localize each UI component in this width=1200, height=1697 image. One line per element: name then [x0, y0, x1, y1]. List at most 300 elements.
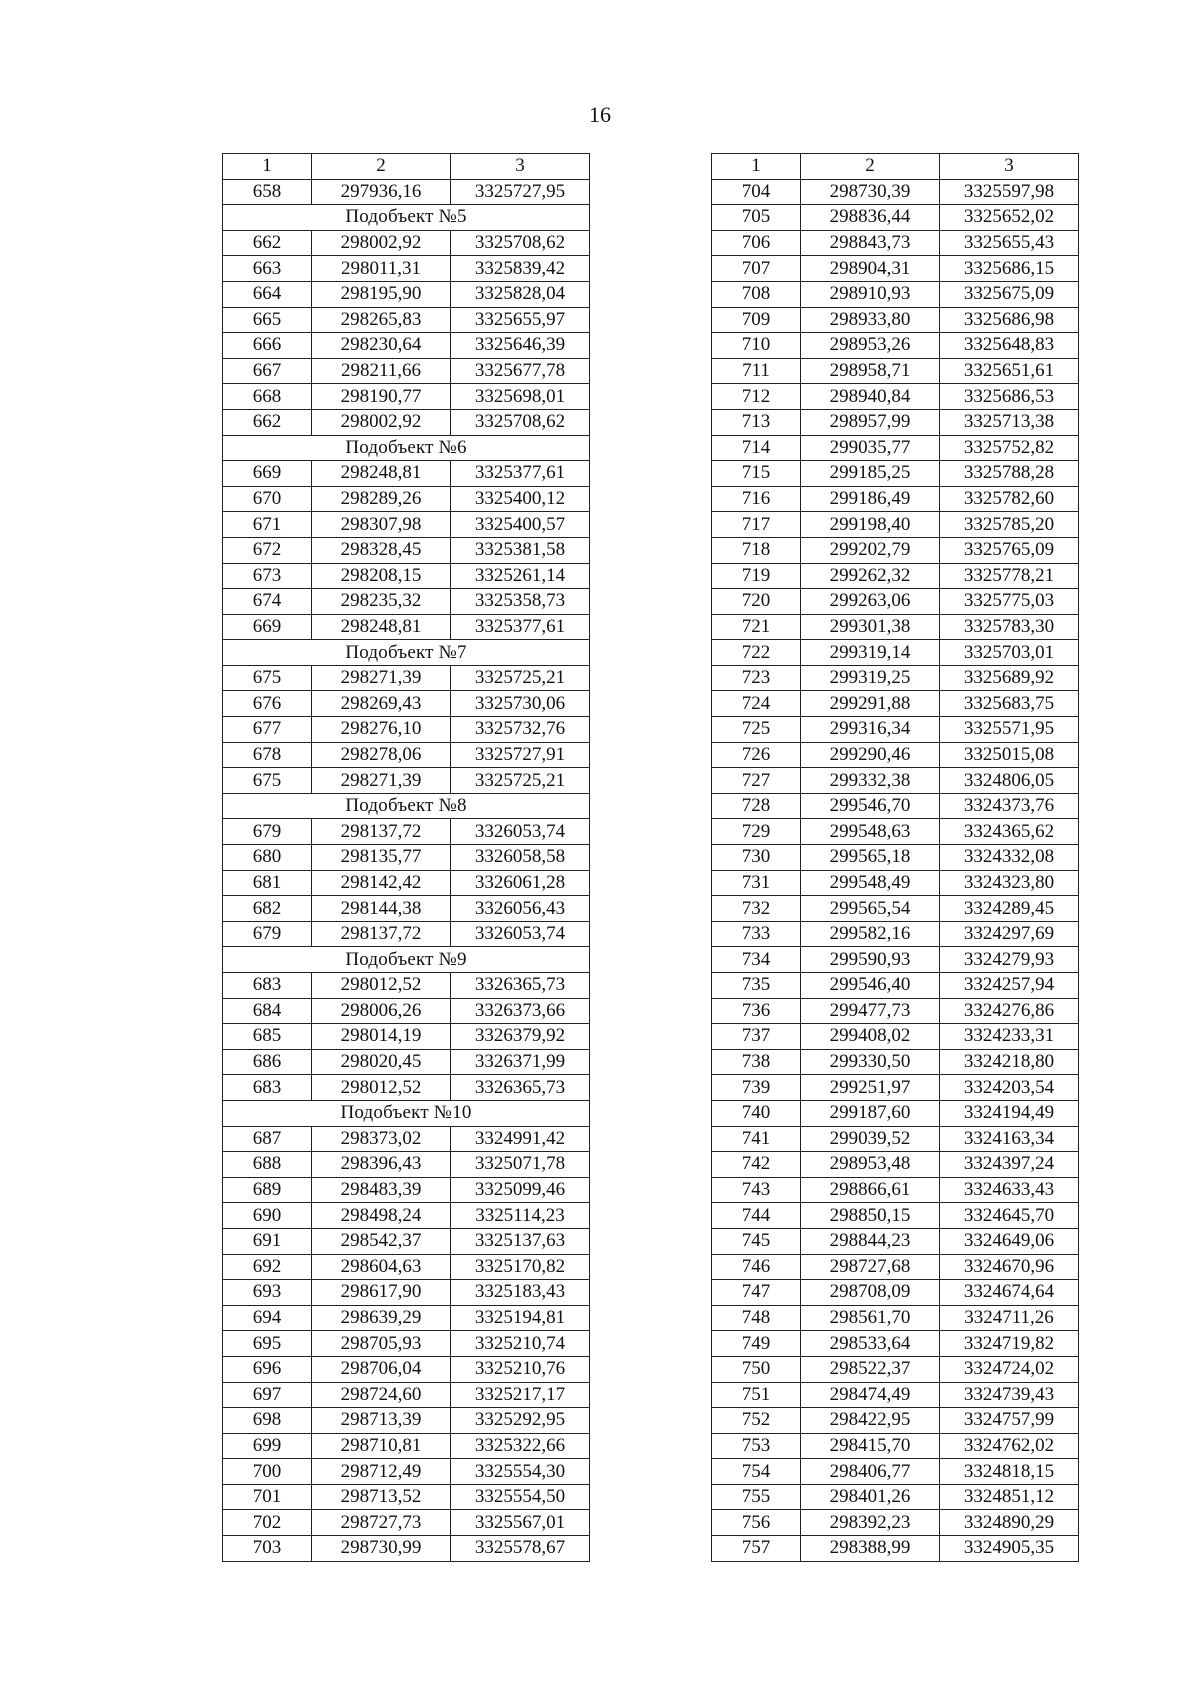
- x-coordinate-cell: 298843,73: [801, 230, 940, 256]
- point-number-cell: 692: [223, 1254, 312, 1280]
- section-title: Подобъект №5: [223, 205, 590, 231]
- table-row: [712, 1152, 1079, 1178]
- table-row: [223, 1484, 590, 1510]
- y-coordinate-cell: 3325651,61: [940, 358, 1079, 384]
- table-row: [712, 998, 1079, 1024]
- y-coordinate-cell: 3326053,74: [451, 921, 590, 947]
- x-coordinate-cell: 298415,70: [801, 1433, 940, 1459]
- y-coordinate-cell: 3325071,78: [451, 1152, 590, 1178]
- y-coordinate-cell: 3325554,50: [451, 1484, 590, 1510]
- y-coordinate-cell: 3324633,43: [940, 1177, 1079, 1203]
- point-number-cell: 754: [712, 1459, 801, 1485]
- x-coordinate-cell: 298011,31: [312, 256, 451, 282]
- table-row: [712, 845, 1079, 871]
- section-title: Подобъект №9: [223, 947, 590, 973]
- point-number-cell: 717: [712, 512, 801, 538]
- table-row: [712, 256, 1079, 282]
- y-coordinate-cell: 3324218,80: [940, 1049, 1079, 1075]
- x-coordinate-cell: 299301,38: [801, 614, 940, 640]
- table-row: [712, 384, 1079, 410]
- x-coordinate-cell: 298617,90: [312, 1280, 451, 1306]
- table-row: [712, 640, 1079, 666]
- x-coordinate-cell: 298392,23: [801, 1510, 940, 1536]
- y-coordinate-cell: 3325730,06: [451, 691, 590, 717]
- table-row: [223, 512, 590, 538]
- y-coordinate-cell: 3326061,28: [451, 870, 590, 896]
- y-coordinate-cell: 3326053,74: [451, 819, 590, 845]
- table-row: [223, 896, 590, 922]
- point-number-cell: 674: [223, 589, 312, 615]
- x-coordinate-cell: 298137,72: [312, 921, 451, 947]
- x-coordinate-cell: 298639,29: [312, 1305, 451, 1331]
- table-row: [223, 1356, 590, 1382]
- x-coordinate-cell: 298953,48: [801, 1152, 940, 1178]
- point-number-cell: 746: [712, 1254, 801, 1280]
- y-coordinate-cell: 3325828,04: [451, 281, 590, 307]
- x-coordinate-cell: 298012,52: [312, 1075, 451, 1101]
- y-coordinate-cell: 3325732,76: [451, 717, 590, 743]
- table-row: [712, 230, 1079, 256]
- table-row: [712, 537, 1079, 563]
- table-row: [223, 1075, 590, 1101]
- y-coordinate-cell: 3325015,08: [940, 742, 1079, 768]
- y-coordinate-cell: 3324739,43: [940, 1382, 1079, 1408]
- table-row: [223, 409, 590, 435]
- x-coordinate-cell: 299202,79: [801, 537, 940, 563]
- table-row: [223, 1459, 590, 1485]
- point-number-cell: 750: [712, 1356, 801, 1382]
- x-coordinate-cell: 298953,26: [801, 333, 940, 359]
- table-row: [712, 307, 1079, 333]
- x-coordinate-cell: 298561,70: [801, 1305, 940, 1331]
- y-coordinate-cell: 3325170,82: [451, 1254, 590, 1280]
- y-coordinate-cell: 3324332,08: [940, 845, 1079, 871]
- point-number-cell: 705: [712, 205, 801, 231]
- section-row: [223, 640, 590, 666]
- y-coordinate-cell: 3325292,95: [451, 1408, 590, 1434]
- x-coordinate-cell: 299039,52: [801, 1126, 940, 1152]
- x-coordinate-cell: 299186,49: [801, 486, 940, 512]
- y-coordinate-cell: 3324719,82: [940, 1331, 1079, 1357]
- point-number-cell: 703: [223, 1536, 312, 1562]
- x-coordinate-cell: 298957,99: [801, 409, 940, 435]
- point-number-cell: 744: [712, 1203, 801, 1229]
- x-coordinate-cell: 299262,32: [801, 563, 940, 589]
- y-coordinate-cell: 3325683,75: [940, 691, 1079, 717]
- y-coordinate-cell: 3325400,12: [451, 486, 590, 512]
- point-number-cell: 753: [712, 1433, 801, 1459]
- x-coordinate-cell: 299263,06: [801, 589, 940, 615]
- x-coordinate-cell: 298713,39: [312, 1408, 451, 1434]
- section-title: Подобъект №6: [223, 435, 590, 461]
- y-coordinate-cell: 3324818,15: [940, 1459, 1079, 1485]
- y-coordinate-cell: 3325400,57: [451, 512, 590, 538]
- y-coordinate-cell: 3324297,69: [940, 921, 1079, 947]
- table-row: [223, 921, 590, 947]
- point-number-cell: 734: [712, 947, 801, 973]
- x-coordinate-cell: 299548,49: [801, 870, 940, 896]
- x-coordinate-cell: 298328,45: [312, 537, 451, 563]
- table-row: [712, 1331, 1079, 1357]
- x-coordinate-cell: 298730,99: [312, 1536, 451, 1562]
- y-coordinate-cell: 3326365,73: [451, 973, 590, 999]
- y-coordinate-cell: 3325839,42: [451, 256, 590, 282]
- y-coordinate-cell: 3324203,54: [940, 1075, 1079, 1101]
- table-row: [223, 281, 590, 307]
- table-row: [712, 768, 1079, 794]
- table-row: [223, 1024, 590, 1050]
- table-row: [223, 742, 590, 768]
- table-row: [712, 614, 1079, 640]
- y-coordinate-cell: 3325778,21: [940, 563, 1079, 589]
- y-coordinate-cell: 3325261,14: [451, 563, 590, 589]
- point-number-cell: 679: [223, 921, 312, 947]
- y-coordinate-cell: 3324323,80: [940, 870, 1079, 896]
- point-number-cell: 709: [712, 307, 801, 333]
- y-coordinate-cell: 3324233,31: [940, 1024, 1079, 1050]
- table-row: [223, 768, 590, 794]
- point-number-cell: 699: [223, 1433, 312, 1459]
- x-coordinate-cell: 298422,95: [801, 1408, 940, 1434]
- x-coordinate-cell: 298706,04: [312, 1356, 451, 1382]
- point-number-cell: 677: [223, 717, 312, 743]
- section-title: Подобъект №8: [223, 793, 590, 819]
- y-coordinate-cell: 3324276,86: [940, 998, 1079, 1024]
- point-number-cell: 735: [712, 973, 801, 999]
- x-coordinate-cell: 299582,16: [801, 921, 940, 947]
- table-row: [712, 870, 1079, 896]
- point-number-cell: 686: [223, 1049, 312, 1075]
- table-row: [223, 1536, 590, 1562]
- point-number-cell: 706: [712, 230, 801, 256]
- table-row: [223, 665, 590, 691]
- point-number-cell: 756: [712, 1510, 801, 1536]
- point-number-cell: 678: [223, 742, 312, 768]
- point-number-cell: 689: [223, 1177, 312, 1203]
- point-number-cell: 673: [223, 563, 312, 589]
- table-row: [712, 1280, 1079, 1306]
- x-coordinate-cell: 298235,32: [312, 589, 451, 615]
- y-coordinate-cell: 3324674,64: [940, 1280, 1079, 1306]
- x-coordinate-cell: 298289,26: [312, 486, 451, 512]
- point-number-cell: 733: [712, 921, 801, 947]
- x-coordinate-cell: 298020,45: [312, 1049, 451, 1075]
- y-coordinate-cell: 3325727,95: [451, 179, 590, 205]
- table-row: [223, 1177, 590, 1203]
- point-number-cell: 684: [223, 998, 312, 1024]
- table-row: [712, 896, 1079, 922]
- y-coordinate-cell: 3324163,34: [940, 1126, 1079, 1152]
- y-coordinate-cell: 3324806,05: [940, 768, 1079, 794]
- table-row: [223, 179, 590, 205]
- x-coordinate-cell: 298002,92: [312, 230, 451, 256]
- column-header: 3: [940, 154, 1079, 180]
- table-row: [712, 1254, 1079, 1280]
- x-coordinate-cell: 298373,02: [312, 1126, 451, 1152]
- table-row: [223, 1305, 590, 1331]
- y-coordinate-cell: 3324289,45: [940, 896, 1079, 922]
- x-coordinate-cell: 298724,60: [312, 1382, 451, 1408]
- x-coordinate-cell: 298248,81: [312, 614, 451, 640]
- point-number-cell: 752: [712, 1408, 801, 1434]
- x-coordinate-cell: 299251,97: [801, 1075, 940, 1101]
- x-coordinate-cell: 299590,93: [801, 947, 940, 973]
- table-row: [712, 512, 1079, 538]
- table-row: [223, 614, 590, 640]
- y-coordinate-cell: 3325725,21: [451, 768, 590, 794]
- y-coordinate-cell: 3325677,78: [451, 358, 590, 384]
- point-number-cell: 720: [712, 589, 801, 615]
- x-coordinate-cell: 298933,80: [801, 307, 940, 333]
- section-row: [223, 947, 590, 973]
- point-number-cell: 708: [712, 281, 801, 307]
- point-number-cell: 698: [223, 1408, 312, 1434]
- table-row: [223, 486, 590, 512]
- table-row: [223, 819, 590, 845]
- table-row: [223, 589, 590, 615]
- table-row: [223, 333, 590, 359]
- coordinates-table-right: [711, 153, 1079, 1562]
- y-coordinate-cell: 3325646,39: [451, 333, 590, 359]
- table-row: [712, 358, 1079, 384]
- point-number-cell: 745: [712, 1228, 801, 1254]
- x-coordinate-cell: 298850,15: [801, 1203, 940, 1229]
- table-row: [223, 1126, 590, 1152]
- y-coordinate-cell: 3325686,15: [940, 256, 1079, 282]
- point-number-cell: 747: [712, 1280, 801, 1306]
- point-number-cell: 675: [223, 665, 312, 691]
- point-number-cell: 726: [712, 742, 801, 768]
- table-row: [712, 1100, 1079, 1126]
- table-row: [712, 461, 1079, 487]
- table-row: [223, 1152, 590, 1178]
- y-coordinate-cell: 3325210,76: [451, 1356, 590, 1382]
- point-number-cell: 662: [223, 230, 312, 256]
- x-coordinate-cell: 298522,37: [801, 1356, 940, 1382]
- table-row: [712, 281, 1079, 307]
- y-coordinate-cell: 3326058,58: [451, 845, 590, 871]
- x-coordinate-cell: 298248,81: [312, 461, 451, 487]
- y-coordinate-cell: 3325675,09: [940, 281, 1079, 307]
- x-coordinate-cell: 299548,63: [801, 819, 940, 845]
- table-row: [223, 845, 590, 871]
- y-coordinate-cell: 3325578,67: [451, 1536, 590, 1562]
- x-coordinate-cell: 298144,38: [312, 896, 451, 922]
- table-row: [712, 333, 1079, 359]
- point-number-cell: 666: [223, 333, 312, 359]
- point-number-cell: 714: [712, 435, 801, 461]
- table-row: [223, 358, 590, 384]
- point-number-cell: 697: [223, 1382, 312, 1408]
- x-coordinate-cell: 298406,77: [801, 1459, 940, 1485]
- point-number-cell: 702: [223, 1510, 312, 1536]
- x-coordinate-cell: 298012,52: [312, 973, 451, 999]
- y-coordinate-cell: 3325114,23: [451, 1203, 590, 1229]
- x-coordinate-cell: 298910,93: [801, 281, 940, 307]
- y-coordinate-cell: 3325554,30: [451, 1459, 590, 1485]
- table-row: [712, 589, 1079, 615]
- y-coordinate-cell: 3325708,62: [451, 409, 590, 435]
- y-coordinate-cell: 3325708,62: [451, 230, 590, 256]
- table-row: [223, 230, 590, 256]
- x-coordinate-cell: 299316,34: [801, 717, 940, 743]
- table-row: [712, 1228, 1079, 1254]
- point-number-cell: 741: [712, 1126, 801, 1152]
- point-number-cell: 683: [223, 1075, 312, 1101]
- x-coordinate-cell: 298137,72: [312, 819, 451, 845]
- table-row: [223, 1280, 590, 1306]
- point-number-cell: 723: [712, 665, 801, 691]
- point-number-cell: 740: [712, 1100, 801, 1126]
- x-coordinate-cell: 299185,25: [801, 461, 940, 487]
- point-number-cell: 669: [223, 614, 312, 640]
- y-coordinate-cell: 3325698,01: [451, 384, 590, 410]
- point-number-cell: 687: [223, 1126, 312, 1152]
- y-coordinate-cell: 3324279,93: [940, 947, 1079, 973]
- y-coordinate-cell: 3325785,20: [940, 512, 1079, 538]
- x-coordinate-cell: 298230,64: [312, 333, 451, 359]
- point-number-cell: 715: [712, 461, 801, 487]
- x-coordinate-cell: 298388,99: [801, 1536, 940, 1562]
- x-coordinate-cell: 298014,19: [312, 1024, 451, 1050]
- table-row: [712, 1356, 1079, 1382]
- point-number-cell: 725: [712, 717, 801, 743]
- y-coordinate-cell: 3325183,43: [451, 1280, 590, 1306]
- header-row: [223, 154, 590, 180]
- point-number-cell: 731: [712, 870, 801, 896]
- table-row: [712, 179, 1079, 205]
- y-coordinate-cell: 3325210,74: [451, 1331, 590, 1357]
- x-coordinate-cell: 299198,40: [801, 512, 940, 538]
- point-number-cell: 755: [712, 1484, 801, 1510]
- table-row: [712, 691, 1079, 717]
- point-number-cell: 685: [223, 1024, 312, 1050]
- y-coordinate-cell: 3325765,09: [940, 537, 1079, 563]
- table-row: [223, 973, 590, 999]
- y-coordinate-cell: 3324851,12: [940, 1484, 1079, 1510]
- table-row: [712, 1408, 1079, 1434]
- table-row: [223, 1228, 590, 1254]
- y-coordinate-cell: 3325648,83: [940, 333, 1079, 359]
- y-coordinate-cell: 3324365,62: [940, 819, 1079, 845]
- x-coordinate-cell: 299319,25: [801, 665, 940, 691]
- table-row: [223, 1331, 590, 1357]
- point-number-cell: 658: [223, 179, 312, 205]
- point-number-cell: 718: [712, 537, 801, 563]
- y-coordinate-cell: 3324890,29: [940, 1510, 1079, 1536]
- x-coordinate-cell: 298866,61: [801, 1177, 940, 1203]
- y-coordinate-cell: 3324194,49: [940, 1100, 1079, 1126]
- page-number: 16: [589, 102, 611, 127]
- x-coordinate-cell: 298727,73: [312, 1510, 451, 1536]
- y-coordinate-cell: 3325782,60: [940, 486, 1079, 512]
- point-number-cell: 695: [223, 1331, 312, 1357]
- x-coordinate-cell: 298474,49: [801, 1382, 940, 1408]
- table-row: [223, 717, 590, 743]
- point-number-cell: 749: [712, 1331, 801, 1357]
- x-coordinate-cell: 298705,93: [312, 1331, 451, 1357]
- table-row: [223, 1433, 590, 1459]
- section-title: Подобъект №10: [223, 1100, 590, 1126]
- x-coordinate-cell: 298271,39: [312, 768, 451, 794]
- x-coordinate-cell: 298940,84: [801, 384, 940, 410]
- table-row: [712, 717, 1079, 743]
- y-coordinate-cell: 3325775,03: [940, 589, 1079, 615]
- x-coordinate-cell: 298002,92: [312, 409, 451, 435]
- y-coordinate-cell: 3326373,66: [451, 998, 590, 1024]
- point-number-cell: 748: [712, 1305, 801, 1331]
- x-coordinate-cell: 298135,77: [312, 845, 451, 871]
- y-coordinate-cell: 3324905,35: [940, 1536, 1079, 1562]
- table-row: [712, 563, 1079, 589]
- point-number-cell: 682: [223, 896, 312, 922]
- table-row: [712, 973, 1079, 999]
- x-coordinate-cell: 298708,09: [801, 1280, 940, 1306]
- x-coordinate-cell: 298307,98: [312, 512, 451, 538]
- point-number-cell: 700: [223, 1459, 312, 1485]
- point-number-cell: 736: [712, 998, 801, 1024]
- point-number-cell: 690: [223, 1203, 312, 1229]
- point-number-cell: 701: [223, 1484, 312, 1510]
- x-coordinate-cell: 298727,68: [801, 1254, 940, 1280]
- point-number-cell: 693: [223, 1280, 312, 1306]
- table-row: [223, 461, 590, 487]
- x-coordinate-cell: 298542,37: [312, 1228, 451, 1254]
- table-row: [223, 1408, 590, 1434]
- y-coordinate-cell: 3325655,97: [451, 307, 590, 333]
- x-coordinate-cell: 298604,63: [312, 1254, 451, 1280]
- table-row: [712, 1484, 1079, 1510]
- point-number-cell: 704: [712, 179, 801, 205]
- table-row: [223, 563, 590, 589]
- y-coordinate-cell: 3324670,96: [940, 1254, 1079, 1280]
- y-coordinate-cell: 3325567,01: [451, 1510, 590, 1536]
- x-coordinate-cell: 298401,26: [801, 1484, 940, 1510]
- x-coordinate-cell: 298844,23: [801, 1228, 940, 1254]
- table-row: [712, 819, 1079, 845]
- x-coordinate-cell: 298006,26: [312, 998, 451, 1024]
- point-number-cell: 728: [712, 793, 801, 819]
- point-number-cell: 716: [712, 486, 801, 512]
- x-coordinate-cell: 299291,88: [801, 691, 940, 717]
- x-coordinate-cell: 298730,39: [801, 179, 940, 205]
- column-header: 1: [712, 154, 801, 180]
- table-row: [712, 409, 1079, 435]
- y-coordinate-cell: 3325713,38: [940, 409, 1079, 435]
- x-coordinate-cell: 298836,44: [801, 205, 940, 231]
- y-coordinate-cell: 3324257,94: [940, 973, 1079, 999]
- point-number-cell: 675: [223, 768, 312, 794]
- x-coordinate-cell: 298712,49: [312, 1459, 451, 1485]
- x-coordinate-cell: 299546,70: [801, 793, 940, 819]
- column-header: 3: [451, 154, 590, 180]
- point-number-cell: 665: [223, 307, 312, 333]
- point-number-cell: 668: [223, 384, 312, 410]
- y-coordinate-cell: 3325597,98: [940, 179, 1079, 205]
- table-row: [223, 1382, 590, 1408]
- table-row: [712, 1049, 1079, 1075]
- point-number-cell: 688: [223, 1152, 312, 1178]
- y-coordinate-cell: 3325655,43: [940, 230, 1079, 256]
- point-number-cell: 719: [712, 563, 801, 589]
- y-coordinate-cell: 3325377,61: [451, 461, 590, 487]
- point-number-cell: 670: [223, 486, 312, 512]
- point-number-cell: 694: [223, 1305, 312, 1331]
- table-row: [223, 1203, 590, 1229]
- point-number-cell: 713: [712, 409, 801, 435]
- point-number-cell: 707: [712, 256, 801, 282]
- x-coordinate-cell: 299565,54: [801, 896, 940, 922]
